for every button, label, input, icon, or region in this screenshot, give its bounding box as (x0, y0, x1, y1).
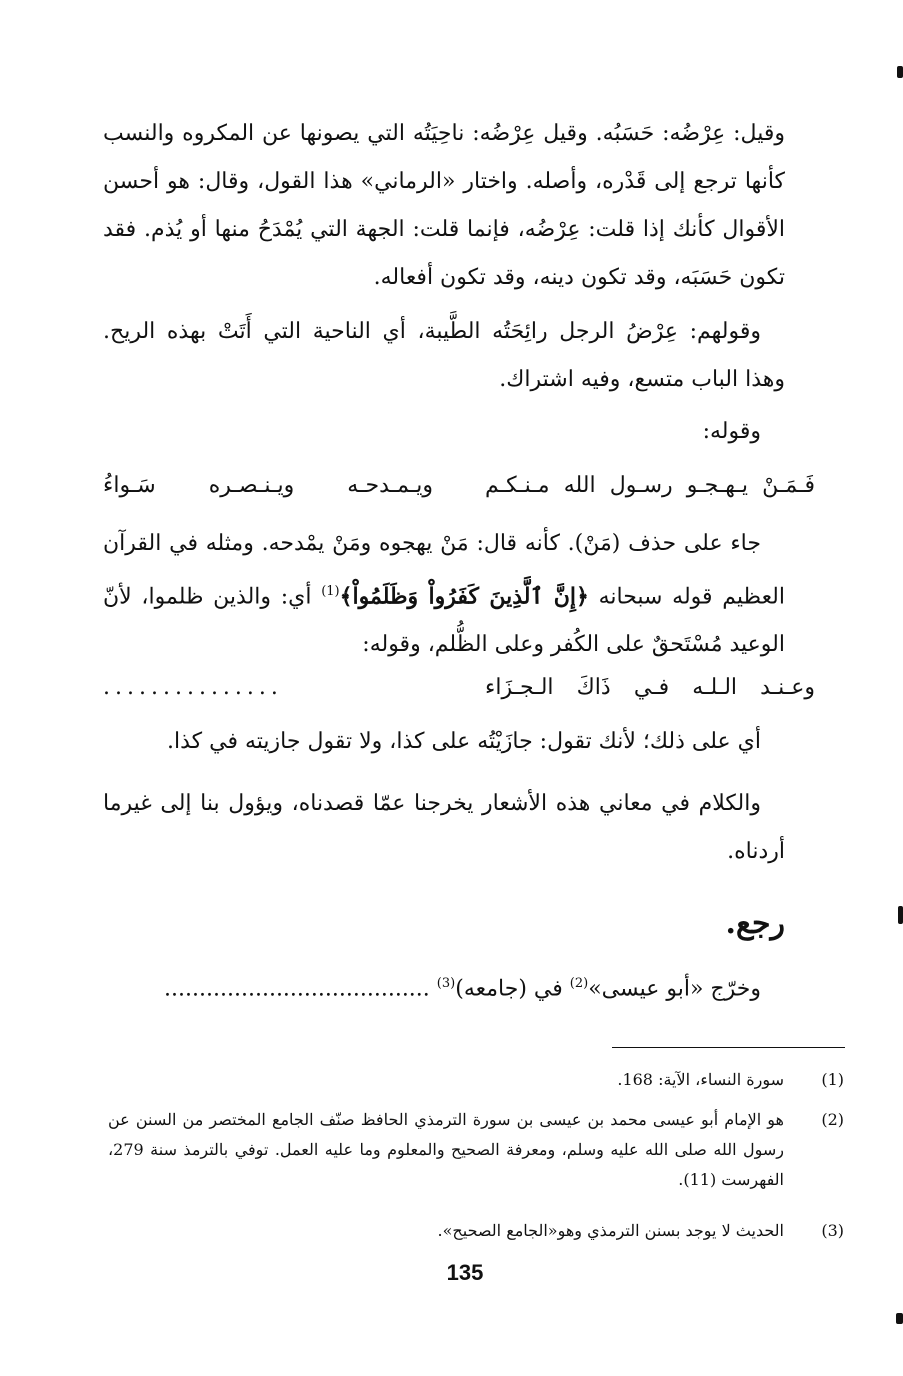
footnote-2-text: هو الإمام أبو عيسى محمد بن عيسى بن سورة الترمذي الحافظ صنّف الجامع المختصر من السنن عن رسول الله صلى الله عليه وسلم، ومعرفة الصحيح والمعلوم وما عليه العمل. توفي بالترمذ سنة 279، الفهرست (11). (108, 1110, 785, 1189)
footnote-3-number: (3) (821, 1221, 844, 1240)
footnote-1-text: سورة النساء، الآية: 168. (617, 1070, 784, 1089)
paragraph-honor-definition: وقيل: عِرْضُه: حَسَبُه. وقيل عِرْضُه: ناحِيَتُه التي يصونها عن المكروه والنسب كأنها ترجع إلى قَدْره، وأصله. واختار «الرماني» هذا القول، وقال: هو أحسن الأقوال كأنك إذا قلت: عِرْضُه، فإنما قلت: الجهة التي يُمْدَحُ منها أو يُذم. فقد تكون حَسَبَه، وقد تكون دينه، وقد تكون أفعاله. (103, 121, 785, 290)
verse-2-first-hemistich-ellipsis: ............... (103, 675, 283, 700)
quran-verse-quote: ﴿إِنَّ ٱلَّذِينَ كَفَرُواْ وَظَلَمُواْ﴾ (339, 583, 589, 610)
paragraph-tirmidhi-reference (103, 960, 785, 1013)
scan-edge-mark-middle (898, 906, 903, 924)
poetry-verse-2 (103, 668, 815, 708)
scan-edge-mark-top (897, 66, 903, 78)
footnote-3-text: الحديث لا يوجد بسنن الترمذي وهو«الجامع الصحيح». (437, 1221, 784, 1240)
paragraph-7-text-before: وخرّج «أبو عيسى» (588, 976, 761, 1002)
footnote-ref-3[interactable]: (3) (436, 976, 456, 991)
paragraph-digression-note: والكلام في معاني هذه الأشعار يخرجنا عمّا قصدناه، ويؤول بنا إلى غيرما أردناه. (103, 791, 785, 864)
paragraph-7-text-middle: في (جامعه) (455, 976, 563, 1002)
footnote-divider (612, 1047, 845, 1048)
footnote-1-number: (1) (821, 1070, 844, 1089)
verse-2-second-hemistich: وعـنـد الـلـه فـي ذَاكَ الـجـزَاء (485, 675, 815, 700)
paragraph-4-text-before: جاء على حذف (مَنْ). كأنه قال: مَنْ يهجوه ومَنْ يمْدحه. ومثله في القرآن العظيم قوله سبحانه (103, 531, 785, 610)
paragraph-scent-meaning: وقولهم: عِرْضُ الرجل رائِحَتُه الطَّيبة، أي الناحية التي أَتَتْ بهذه الريح. وهذا الباب متسع، وفيه اشتراك. (103, 319, 785, 392)
footnote-ref-2[interactable]: (2) (569, 976, 589, 991)
verse-1-second-hemistich: ويـمـدحـه ويـنـصـره سَـواءُ (103, 473, 433, 498)
footnote-ref-1[interactable]: (1) (321, 584, 340, 599)
poetry-verse-1 (103, 466, 815, 506)
footnote-3 (108, 1216, 844, 1246)
paragraph-omission-explanation (103, 520, 785, 669)
footnote-2-number: (2) (821, 1110, 844, 1129)
paragraph-7-trailing-dots: ...................................... (164, 976, 430, 1002)
footnote-1 (108, 1065, 844, 1095)
section-heading-return: رجع. (725, 906, 785, 941)
footnote-2 (108, 1105, 844, 1195)
page-number: 135 (446, 1260, 484, 1285)
paragraph-4-text-after: أي: والذين ظلموا، لأنّ الوعيد مُسْتَحقٌ على الكُفر وعلى الظُّلم، وقوله: (103, 584, 785, 658)
paragraph-jazaa-usage: أي على ذلك؛ لأنك تقول: جازَيْتُه على كذا، ولا تقول جازيته في كذا. (167, 729, 761, 754)
scan-edge-mark-bottom (896, 1313, 903, 1324)
paragraph-verse-intro: وقوله: (702, 419, 761, 444)
verse-1-first-hemistich: فَـمَـنْ يـهـجـو رسـول الله مـنـكـم (485, 473, 815, 498)
